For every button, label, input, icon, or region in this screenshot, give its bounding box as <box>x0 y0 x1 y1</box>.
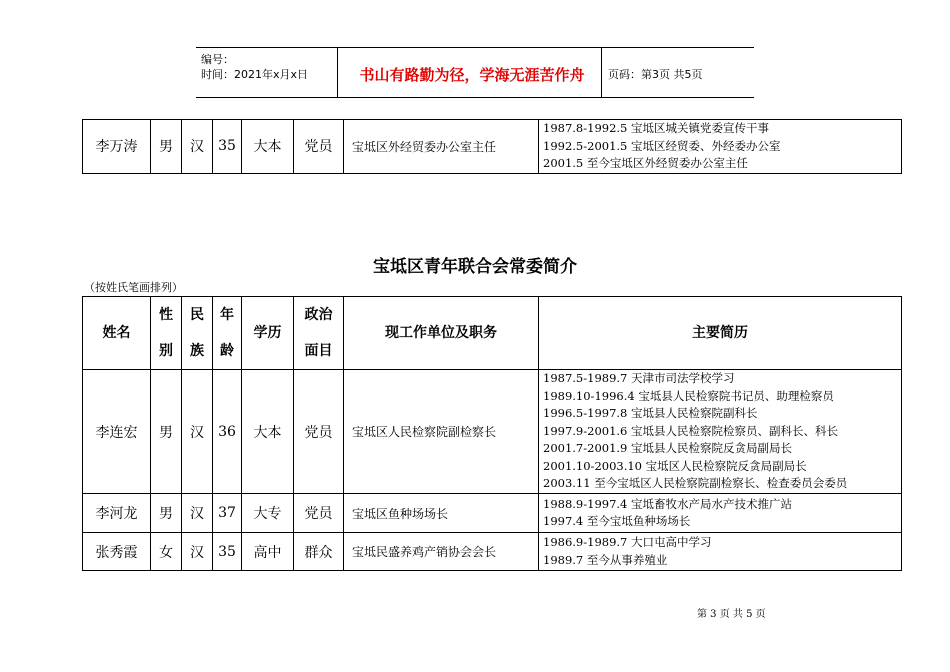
resume-line: 1996.5-1997.8 宝坻县人民检察院副科长 <box>543 406 758 421</box>
member-resume <box>539 533 902 571</box>
member-name: 李连宏 <box>83 370 151 494</box>
resume-line: 2001.5 至今宝坻区外经贸委办公室主任 <box>543 156 748 170</box>
col-header-resume: 主要简历 <box>539 297 902 370</box>
member-education: 大本 <box>242 370 294 494</box>
member-position: 宝坻区外经贸委办公室主任 <box>344 120 539 174</box>
member-age: 35 <box>213 120 242 174</box>
col-header-position: 现工作单位及职务 <box>344 297 539 370</box>
member-name: 李河龙 <box>83 494 151 533</box>
member-ethnicity: 汉 <box>182 494 213 533</box>
col-header-name: 姓名 <box>83 297 151 370</box>
member-ethnicity: 汉 <box>182 370 213 494</box>
member-resume <box>539 494 902 533</box>
sort-note: （按姓氏笔画排列） <box>84 281 183 294</box>
member-age: 35 <box>213 533 242 571</box>
member-name: 张秀霞 <box>83 533 151 571</box>
page-footer: 第 3 页 共 5 页 <box>697 609 766 620</box>
member-gender: 男 <box>151 494 182 533</box>
member-education: 大专 <box>242 494 294 533</box>
member-ethnicity: 汉 <box>182 533 213 571</box>
member-politics: 党员 <box>294 494 344 533</box>
continued-table <box>82 119 902 174</box>
resume-line: 1989.10-1996.4 宝坻县人民检察院书记员、助理检察员 <box>543 388 834 403</box>
col-header-gender: 性 别 <box>151 297 182 370</box>
resume-line: 1992.5-2001.5 宝坻区经贸委、外经委办公室 <box>543 138 781 153</box>
page-header <box>196 47 754 98</box>
member-gender: 男 <box>151 370 182 494</box>
section-title: 宝坻区青年联合会常委简介 <box>373 257 577 277</box>
resume-line: 1987.5-1989.7 天津市司法学校学习 <box>543 371 735 386</box>
member-politics: 群众 <box>294 533 344 571</box>
resume-line: 1987.8-1992.5 宝坻区城关镇党委宣传干事 <box>543 121 770 135</box>
resume-line: 1997.4 至今宝坻鱼种场场长 <box>543 514 691 528</box>
header-motto: 书山有路勤为径，学海无涯苦作舟 <box>359 66 585 84</box>
member-gender: 女 <box>151 533 182 571</box>
committee-table <box>82 296 902 571</box>
resume-line: 1986.9-1989.7 大口屯高中学习 <box>543 535 712 549</box>
document-time-label: 时间：2021年x月x日 <box>201 68 309 81</box>
member-politics: 党员 <box>294 370 344 494</box>
member-resume <box>539 370 902 494</box>
resume-line: 2003.11 至今宝坻区人民检察院副检察长、检查委员会委员 <box>543 476 848 491</box>
table-header-row <box>83 297 902 370</box>
member-education: 大本 <box>242 120 294 174</box>
member-age: 37 <box>213 494 242 533</box>
member-education: 高中 <box>242 533 294 571</box>
resume-line: 2001.10-2003.10 宝坻区人民检察院反贪局副局长 <box>543 458 807 473</box>
member-age: 36 <box>213 370 242 494</box>
header-divider <box>337 48 338 97</box>
col-header-education: 学历 <box>242 297 294 370</box>
col-header-politics: 政治 面目 <box>294 297 344 370</box>
member-name: 李万涛 <box>83 120 151 174</box>
resume-line: 2001.7-2001.9 宝坻县人民检察院反贪局副局长 <box>543 441 793 456</box>
table-row <box>83 370 902 494</box>
page-number-label: 页码：第3页 共5页 <box>608 68 703 81</box>
member-resume <box>539 120 902 174</box>
member-politics: 党员 <box>294 120 344 174</box>
col-header-age: 年 龄 <box>213 297 242 370</box>
document-number-label: 编号： <box>201 53 234 66</box>
member-gender: 男 <box>151 120 182 174</box>
resume-line: 1997.9-2001.6 宝坻县人民检察院检察员、副科长、科长 <box>543 423 839 438</box>
col-header-ethnicity: 民 族 <box>182 297 213 370</box>
resume-line: 1988.9-1997.4 宝坻畜牧水产局水产技术推广站 <box>543 496 793 511</box>
member-position: 宝坻区鱼种场场长 <box>344 494 539 533</box>
member-ethnicity: 汉 <box>182 120 213 174</box>
resume-line: 1989.7 至今从事养殖业 <box>543 552 668 567</box>
table-row <box>83 120 902 174</box>
table-row <box>83 494 902 533</box>
member-position: 宝坻民盛养鸡产销协会会长 <box>344 533 539 571</box>
member-position: 宝坻区人民检察院副检察长 <box>344 370 539 494</box>
table-row <box>83 533 902 571</box>
